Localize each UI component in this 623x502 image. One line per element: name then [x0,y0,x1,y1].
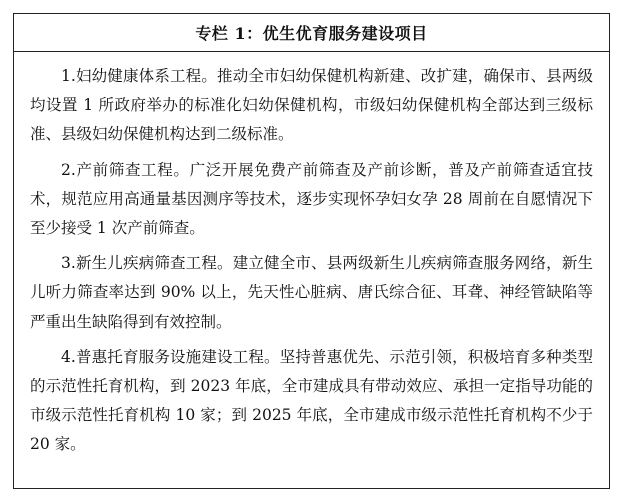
item-childcare-facilities: 4.普惠托育服务设施建设工程。坚持普惠优先、示范引领，积极培育多种类型的示范性托育机构，到 2023 年底，全市建成具有带动效应、承担一定指导功能的市级示范性托育机构 10 家；到 2025 年底，全市建成市级示范性托育机构不少于 20 家。 [30,347,593,454]
item-newborn-screening: 3.新生儿疾病筛查工程。建立健全市、县两级新生儿疾病筛查服务网络，新生儿听力筛查率达到 90% 以上，先天性心脏病、唐氏综合征、耳聋、神经管缺陷等严重出生缺陷得到有效控制。 [30,254,593,331]
column-title: 专栏 1：优生优育服务建设项目 [14,14,609,52]
item-prenatal-screening: 2.产前筛查工程。广泛开展免费产前筛查及产前诊断，普及产前筛查适宜技术，规范应用高通量基因测序等技术，逐步实现怀孕妇女孕 28 周前在自愿情况下至少接受 1 次产前筛查。 [30,160,593,238]
column-content [14,52,609,460]
project-column-box [13,13,610,489]
item-maternal-child-health: 1.妇幼健康体系工程。推动全市妇幼保健机构新建、改扩建，确保市、县两级均设置 1 所政府举办的标准化妇幼保健机构，市级妇幼保健机构全部达到三级标准、县级妇幼保健机构达到二级标准。 [30,67,593,144]
